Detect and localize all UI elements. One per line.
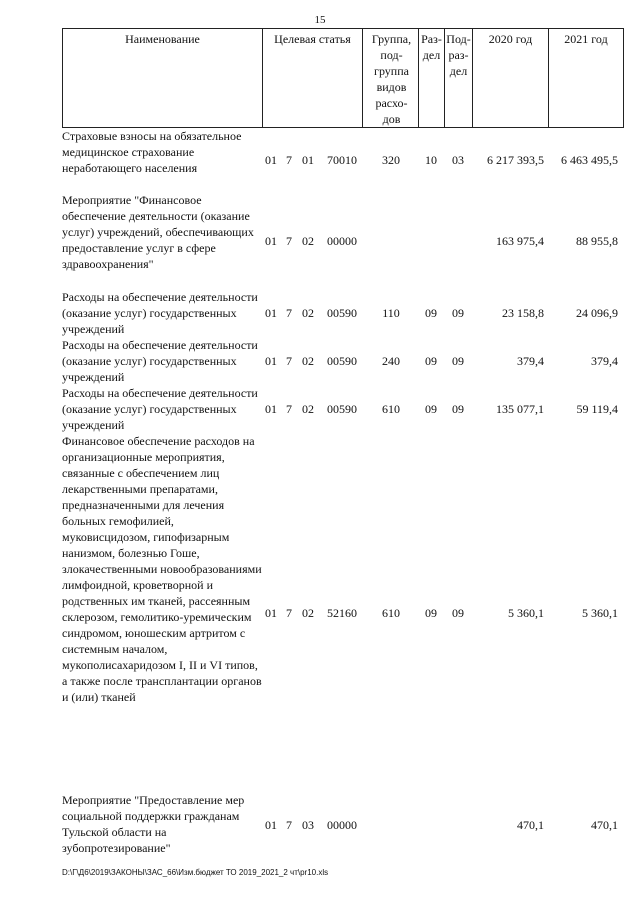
row-target-article-type: 7 — [286, 818, 292, 832]
header-year-2020 — [472, 28, 548, 128]
row-amount-2021: 5 360,1 — [582, 606, 618, 620]
row-amount-2021: 88 955,8 — [576, 234, 618, 248]
header-target-article — [262, 28, 362, 128]
row-subsection: 09 — [452, 354, 464, 368]
row-target-article-program: 01 — [265, 402, 277, 416]
row-target-article-type: 7 — [286, 153, 292, 167]
row-target-article-main: 01 — [302, 153, 314, 167]
row-amount-2020: 379,4 — [517, 354, 544, 368]
header-year-2021 — [548, 28, 624, 128]
row-target-article-type: 7 — [286, 354, 292, 368]
row-target-article-type: 7 — [286, 402, 292, 416]
header-section-label: Раз-дел — [421, 32, 442, 62]
row-section: 09 — [425, 354, 437, 368]
row-amount-2021: 379,4 — [591, 354, 618, 368]
header-name — [62, 28, 262, 128]
header-year-2021-label: 2021 год — [564, 32, 608, 46]
row-subsection: 09 — [452, 606, 464, 620]
row-name: Расходы на обеспечение деятельности (оказание услуг) государственных учреждений — [62, 290, 258, 336]
row-amount-2021: 470,1 — [591, 818, 618, 832]
file-path-footer: D:\Г\Д6\2019\ЗАКОНЫ\ЗАС_66\Изм.бюджет ТО 2019_2021_2 чт\pr10.xls — [62, 868, 329, 877]
row-section: 10 — [425, 153, 437, 167]
row-amount-2021: 6 463 495,5 — [561, 153, 618, 167]
row-name: Расходы на обеспечение деятельности (оказание услуг) государственных учреждений — [62, 338, 258, 384]
row-target-article-main: 03 — [302, 818, 314, 832]
row-subsection: 09 — [452, 402, 464, 416]
row-subsection: 09 — [452, 306, 464, 320]
header-name-label: Наименование — [125, 32, 200, 46]
row-name: Страховые взносы на обязательное медицинское страхование неработающего населения — [62, 129, 242, 175]
row-target-article-direction: 00590 — [327, 402, 357, 416]
row-target-article-program: 01 — [265, 354, 277, 368]
row-target-article-program: 01 — [265, 306, 277, 320]
row-group: 320 — [382, 153, 400, 167]
row-section: 09 — [425, 306, 437, 320]
row-target-article-program: 01 — [265, 234, 277, 248]
row-section: 09 — [425, 606, 437, 620]
row-name: Расходы на обеспечение деятельности (оказание услуг) государственных учреждений — [62, 386, 258, 432]
row-name: Мероприятие "Финансовое обеспечение деятельности (оказание услуг) учреждений, обеспечивающих предоставление услуг в сфере здравоохранения" — [62, 193, 254, 271]
row-target-article-main: 02 — [302, 306, 314, 320]
row-target-article-main: 02 — [302, 606, 314, 620]
header-section — [418, 28, 444, 128]
row-target-article-type: 7 — [286, 606, 292, 620]
page-number: 15 — [314, 14, 326, 26]
row-amount-2020: 23 158,8 — [502, 306, 544, 320]
row-target-article-program: 01 — [265, 153, 277, 167]
row-section: 09 — [425, 402, 437, 416]
row-target-article-program: 01 — [265, 818, 277, 832]
row-target-article-main: 02 — [302, 234, 314, 248]
row-target-article-type: 7 — [286, 306, 292, 320]
row-target-article-direction: 00590 — [327, 306, 357, 320]
row-subsection: 03 — [452, 153, 464, 167]
header-subsection-label: Под-раз-дел — [446, 32, 471, 78]
row-name: Финансовое обеспечение расходов на организационные мероприятия, связанные с обеспечением лиц лекарственными препаратами, предназначенными для лечения больных гемофилией, муковисцидозом, гипофизарным нанизмом, болезнью Гоше, злокачественными новообразованиями лимфоидной, кроветворной и родственных им тканей, рассеянным склерозом, гемолитико-уремическим синдромом, юношеским артритом с системным началом, мукополисахаридозом I, II и VI типов, а также после трансплантации органов и (или) тканей — [62, 434, 262, 704]
header-group — [362, 28, 418, 128]
row-amount-2020: 163 975,4 — [496, 234, 544, 248]
row-name: Мероприятие "Предоставление мер социальной поддержки гражданам Тульской области на зубопротезирование" — [62, 793, 245, 855]
row-target-article-type: 7 — [286, 234, 292, 248]
row-target-article-program: 01 — [265, 606, 277, 620]
header-group-label: Группа, под-группа видов расхо-дов — [371, 32, 412, 126]
row-group: 610 — [382, 606, 400, 620]
row-group: 240 — [382, 354, 400, 368]
row-group: 610 — [382, 402, 400, 416]
row-target-article-direction: 70010 — [327, 153, 357, 167]
row-target-article-direction: 00000 — [327, 234, 357, 248]
header-year-2020-label: 2020 год — [488, 32, 533, 46]
row-target-article-direction: 52160 — [327, 606, 357, 620]
row-amount-2021: 59 119,4 — [576, 402, 618, 416]
row-amount-2020: 135 077,1 — [496, 402, 544, 416]
row-amount-2021: 24 096,9 — [576, 306, 618, 320]
row-target-article-main: 02 — [302, 354, 314, 368]
row-amount-2020: 470,1 — [517, 818, 544, 832]
row-group: 110 — [382, 306, 400, 320]
row-amount-2020: 6 217 393,5 — [487, 153, 544, 167]
header-target-article-label: Целевая статья — [274, 32, 351, 46]
header-subsection — [444, 28, 472, 128]
row-amount-2020: 5 360,1 — [508, 606, 544, 620]
row-target-article-main: 02 — [302, 402, 314, 416]
row-target-article-direction: 00590 — [327, 354, 357, 368]
row-target-article-direction: 00000 — [327, 818, 357, 832]
